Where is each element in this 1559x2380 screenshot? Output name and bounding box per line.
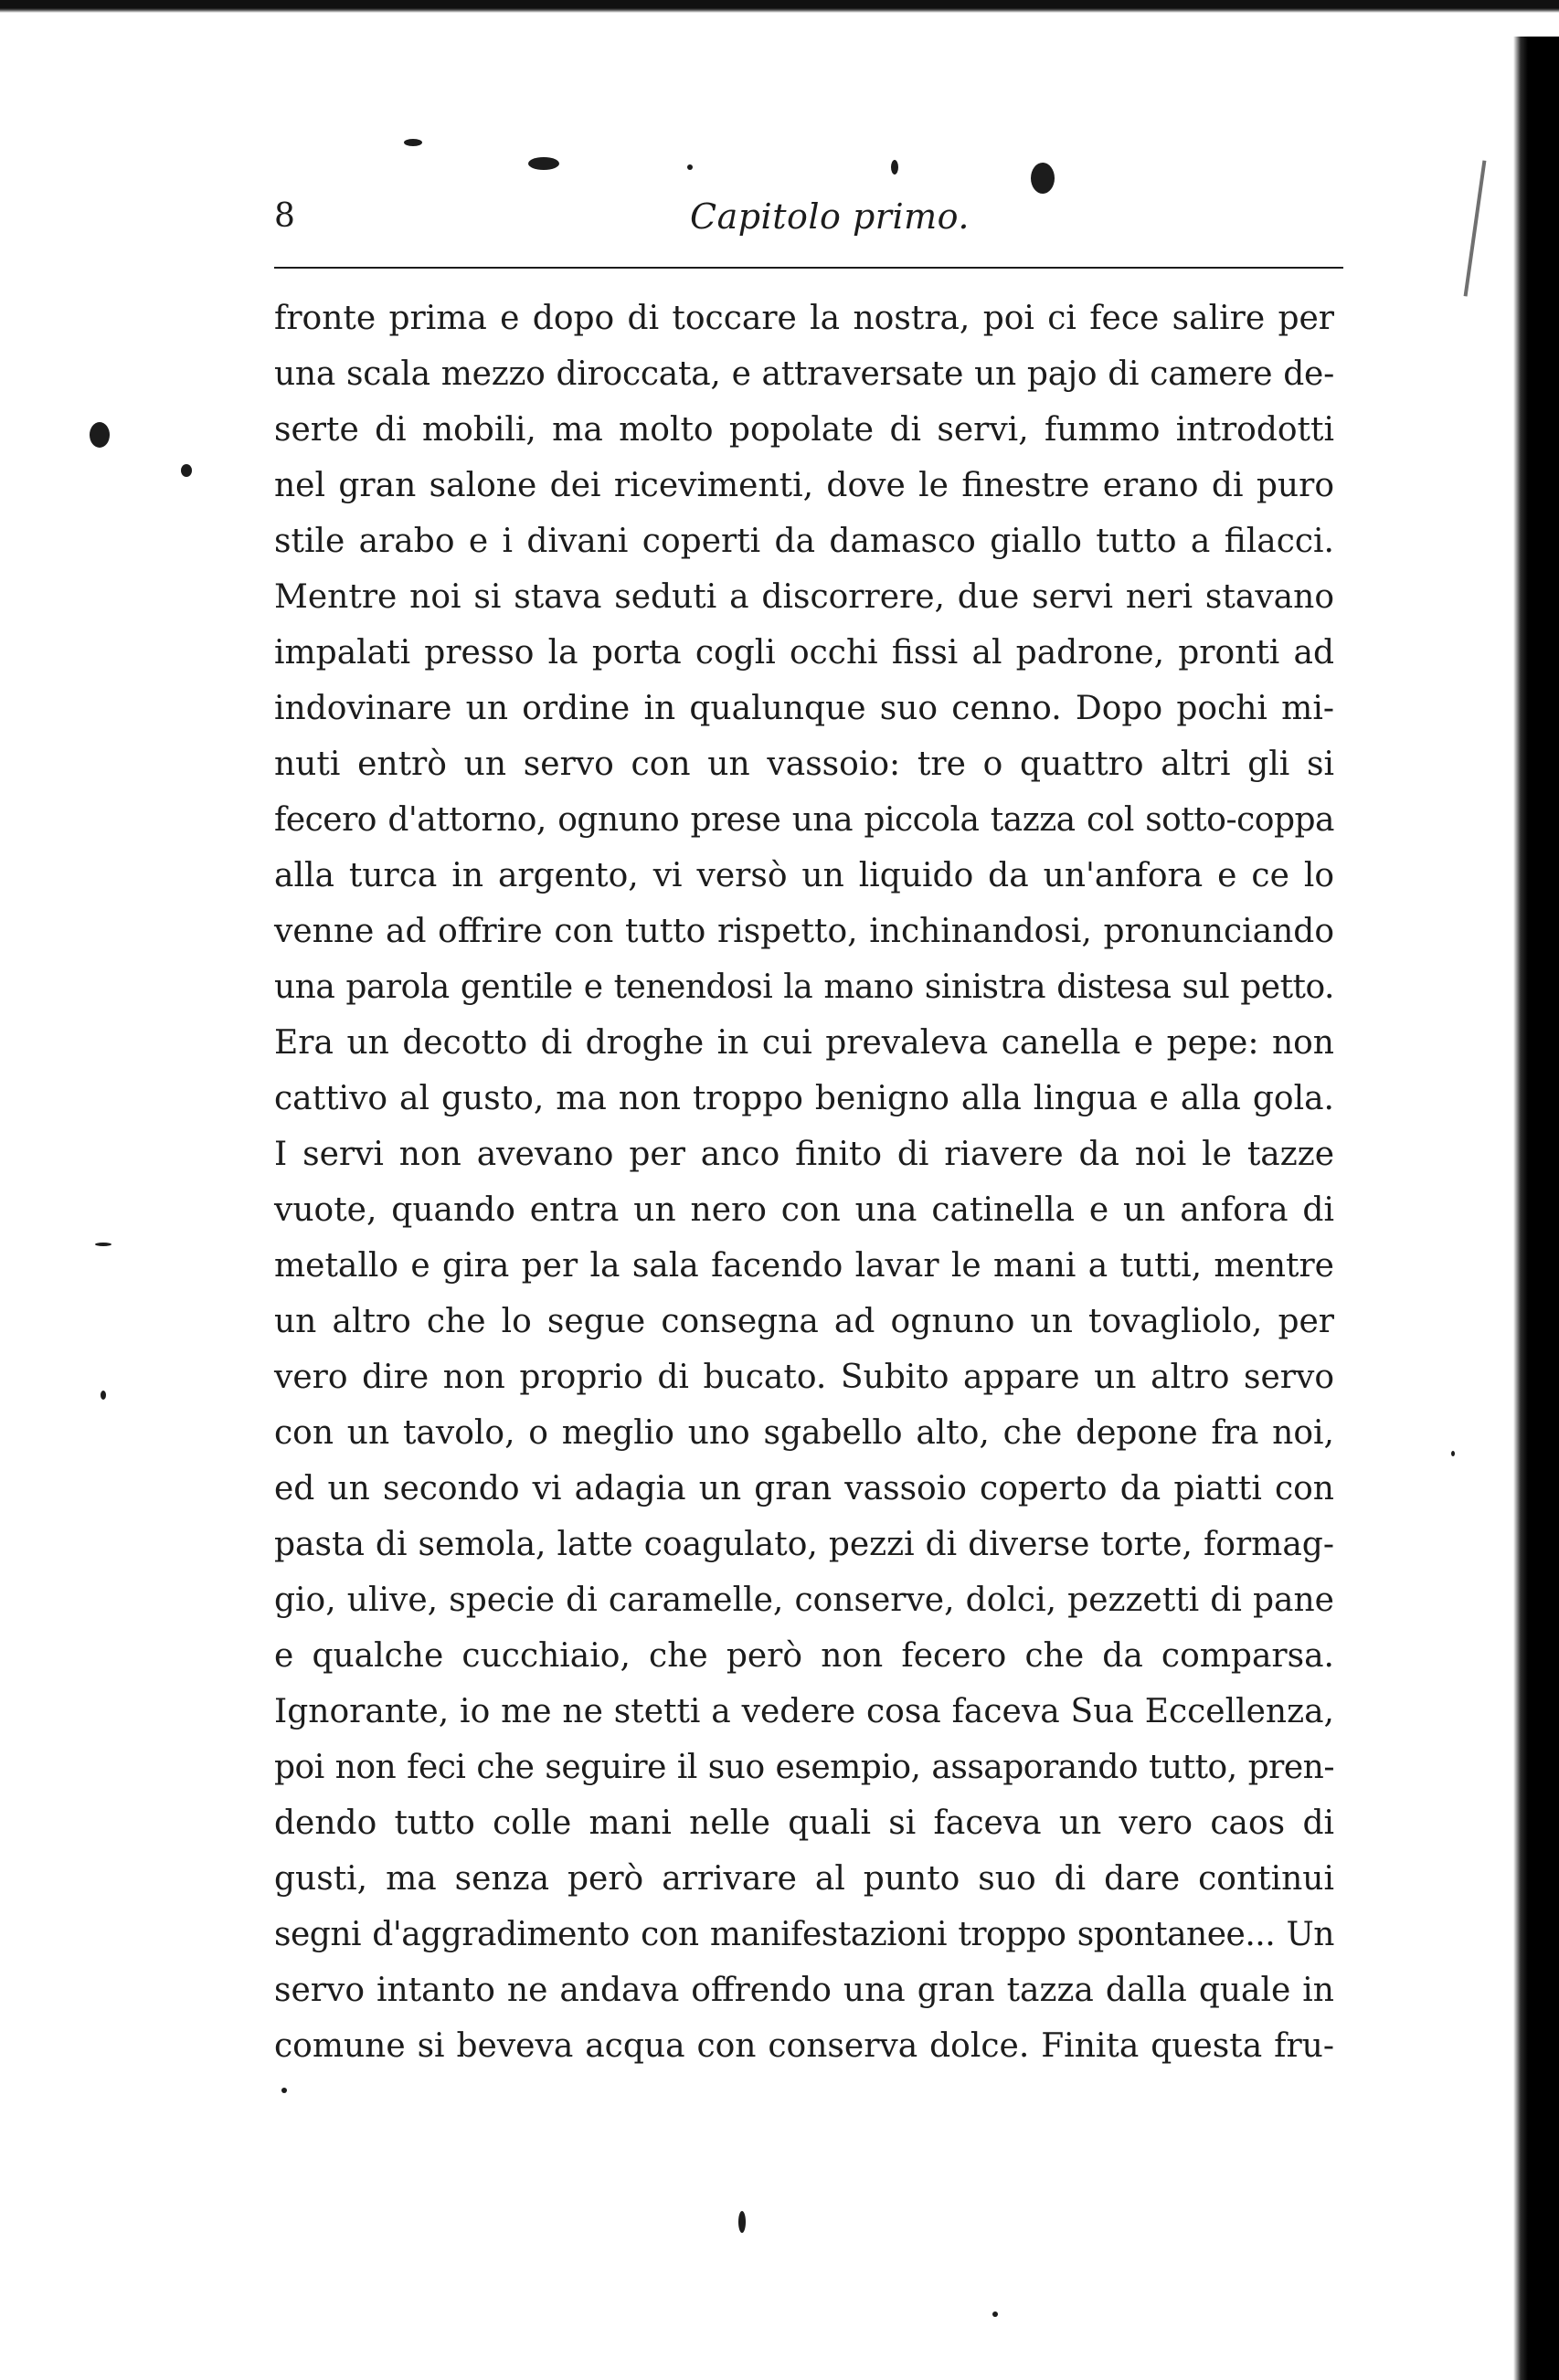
text-line: I servi non avevano per anco finito di riavere da noi le tazze (274, 1136, 1334, 1173)
text-line: una scala mezzo diroccata, e attraversate un pajo di camere de- (274, 355, 1334, 393)
header-rule (274, 267, 1343, 269)
text-line: gusti, ma senza però arrivare al punto suo di dare continui (274, 1860, 1334, 1898)
text-line: indovinare un ordine in qualunque suo cenno. Dopo pochi mi- (274, 690, 1334, 727)
ink-speck (528, 157, 559, 170)
ink-speck (1451, 1451, 1455, 1456)
ink-speck (992, 2311, 998, 2317)
text-line: dendo tutto colle mani nelle quali si faceva un vero caos di (274, 1804, 1334, 1842)
text-line: fecero d'attorno, ognuno prese una piccola tazza col sotto-coppa (274, 801, 1334, 839)
ink-speck (738, 2211, 746, 2233)
text-line: alla turca in argento, vi versò un liquido da un'anfora e ce lo (274, 857, 1334, 894)
text-line: serte di mobili, ma molto popolate di servi, fummo introdotti (274, 411, 1334, 449)
text-line: Era un decotto di droghe in cui prevaleva canella e pepe: non (274, 1024, 1334, 1062)
text-line: una parola gentile e tenendosi la mano sinistra distesa sul petto. (274, 968, 1334, 1006)
text-line: nel gran salone dei ricevimenti, dove le finestre erano di puro (274, 467, 1334, 504)
ink-speck (95, 1243, 111, 1246)
text-line: gio, ulive, specie di caramelle, conserve, dolci, pezzetti di pane (274, 1581, 1334, 1619)
scan-margin-mark (1464, 160, 1487, 296)
page-number: 8 (274, 197, 295, 235)
text-line: servo intanto ne andava offrendo una gran tazza dalla quale in (274, 1972, 1334, 2009)
body-text (274, 291, 1334, 2074)
text-line: nuti entrò un servo con un vassoio: tre o quattro altri gli si (274, 746, 1334, 783)
ink-speck (101, 1391, 106, 1400)
text-line: pasta di semola, latte coagulato, pezzi di diverse torte, formag- (274, 1526, 1334, 1563)
text-line: e qualche cucchiaio, che però non fecero che da comparsa. (274, 1637, 1334, 1675)
text-line: vero dire non proprio di bucato. Subito appare un altro servo (274, 1359, 1334, 1396)
running-title: Capitolo primo. (690, 196, 970, 237)
text-line: metallo e gira per la sala facendo lavar le mani a tutti, mentre (274, 1247, 1334, 1285)
ink-speck (404, 139, 422, 146)
ink-speck (90, 422, 110, 448)
scan-right-edge (1506, 37, 1559, 2380)
text-line: poi non feci che seguire il suo esempio, assaporando tutto, pren- (274, 1749, 1334, 1786)
ink-speck (687, 164, 693, 170)
text-line: segni d'aggradimento con manifestazioni troppo spontanee... Un (274, 1916, 1334, 1953)
ink-speck (281, 2088, 287, 2093)
text-line: comune si beveva acqua con conserva dolce. Finita questa fru- (274, 2027, 1334, 2065)
text-line: Mentre noi si stava seduti a discorrere, due servi neri stavano (274, 578, 1334, 616)
text-line: un altro che lo segue consegna ad ognuno un tovagliolo, per (274, 1303, 1334, 1340)
text-line: ed un secondo vi adagia un gran vassoio coperto da piatti con (274, 1470, 1334, 1507)
ink-speck (1031, 163, 1055, 194)
text-line: Ignorante, io me ne stetti a vedere cosa faceva Sua Eccellenza, (274, 1693, 1334, 1730)
page-header (274, 195, 1343, 249)
ink-speck (181, 464, 192, 477)
scan-top-edge (0, 0, 1559, 13)
text-line: stile arabo e i divani coperti da damasco giallo tutto a filacci. (274, 523, 1334, 560)
text-line: impalati presso la porta cogli occhi fissi al padrone, pronti ad (274, 634, 1334, 672)
text-line: cattivo al gusto, ma non troppo benigno alla lingua e alla gola. (274, 1080, 1334, 1117)
text-line: venne ad offrire con tutto rispetto, inchinandosi, pronunciando (274, 913, 1334, 950)
text-line: fronte prima e dopo di toccare la nostra, poi ci fece salire per (274, 300, 1334, 337)
text-line: vuote, quando entra un nero con una catinella e un anfora di (274, 1191, 1334, 1229)
text-line: con un tavolo, o meglio uno sgabello alto, che depone fra noi, (274, 1414, 1334, 1452)
ink-speck (891, 160, 898, 175)
